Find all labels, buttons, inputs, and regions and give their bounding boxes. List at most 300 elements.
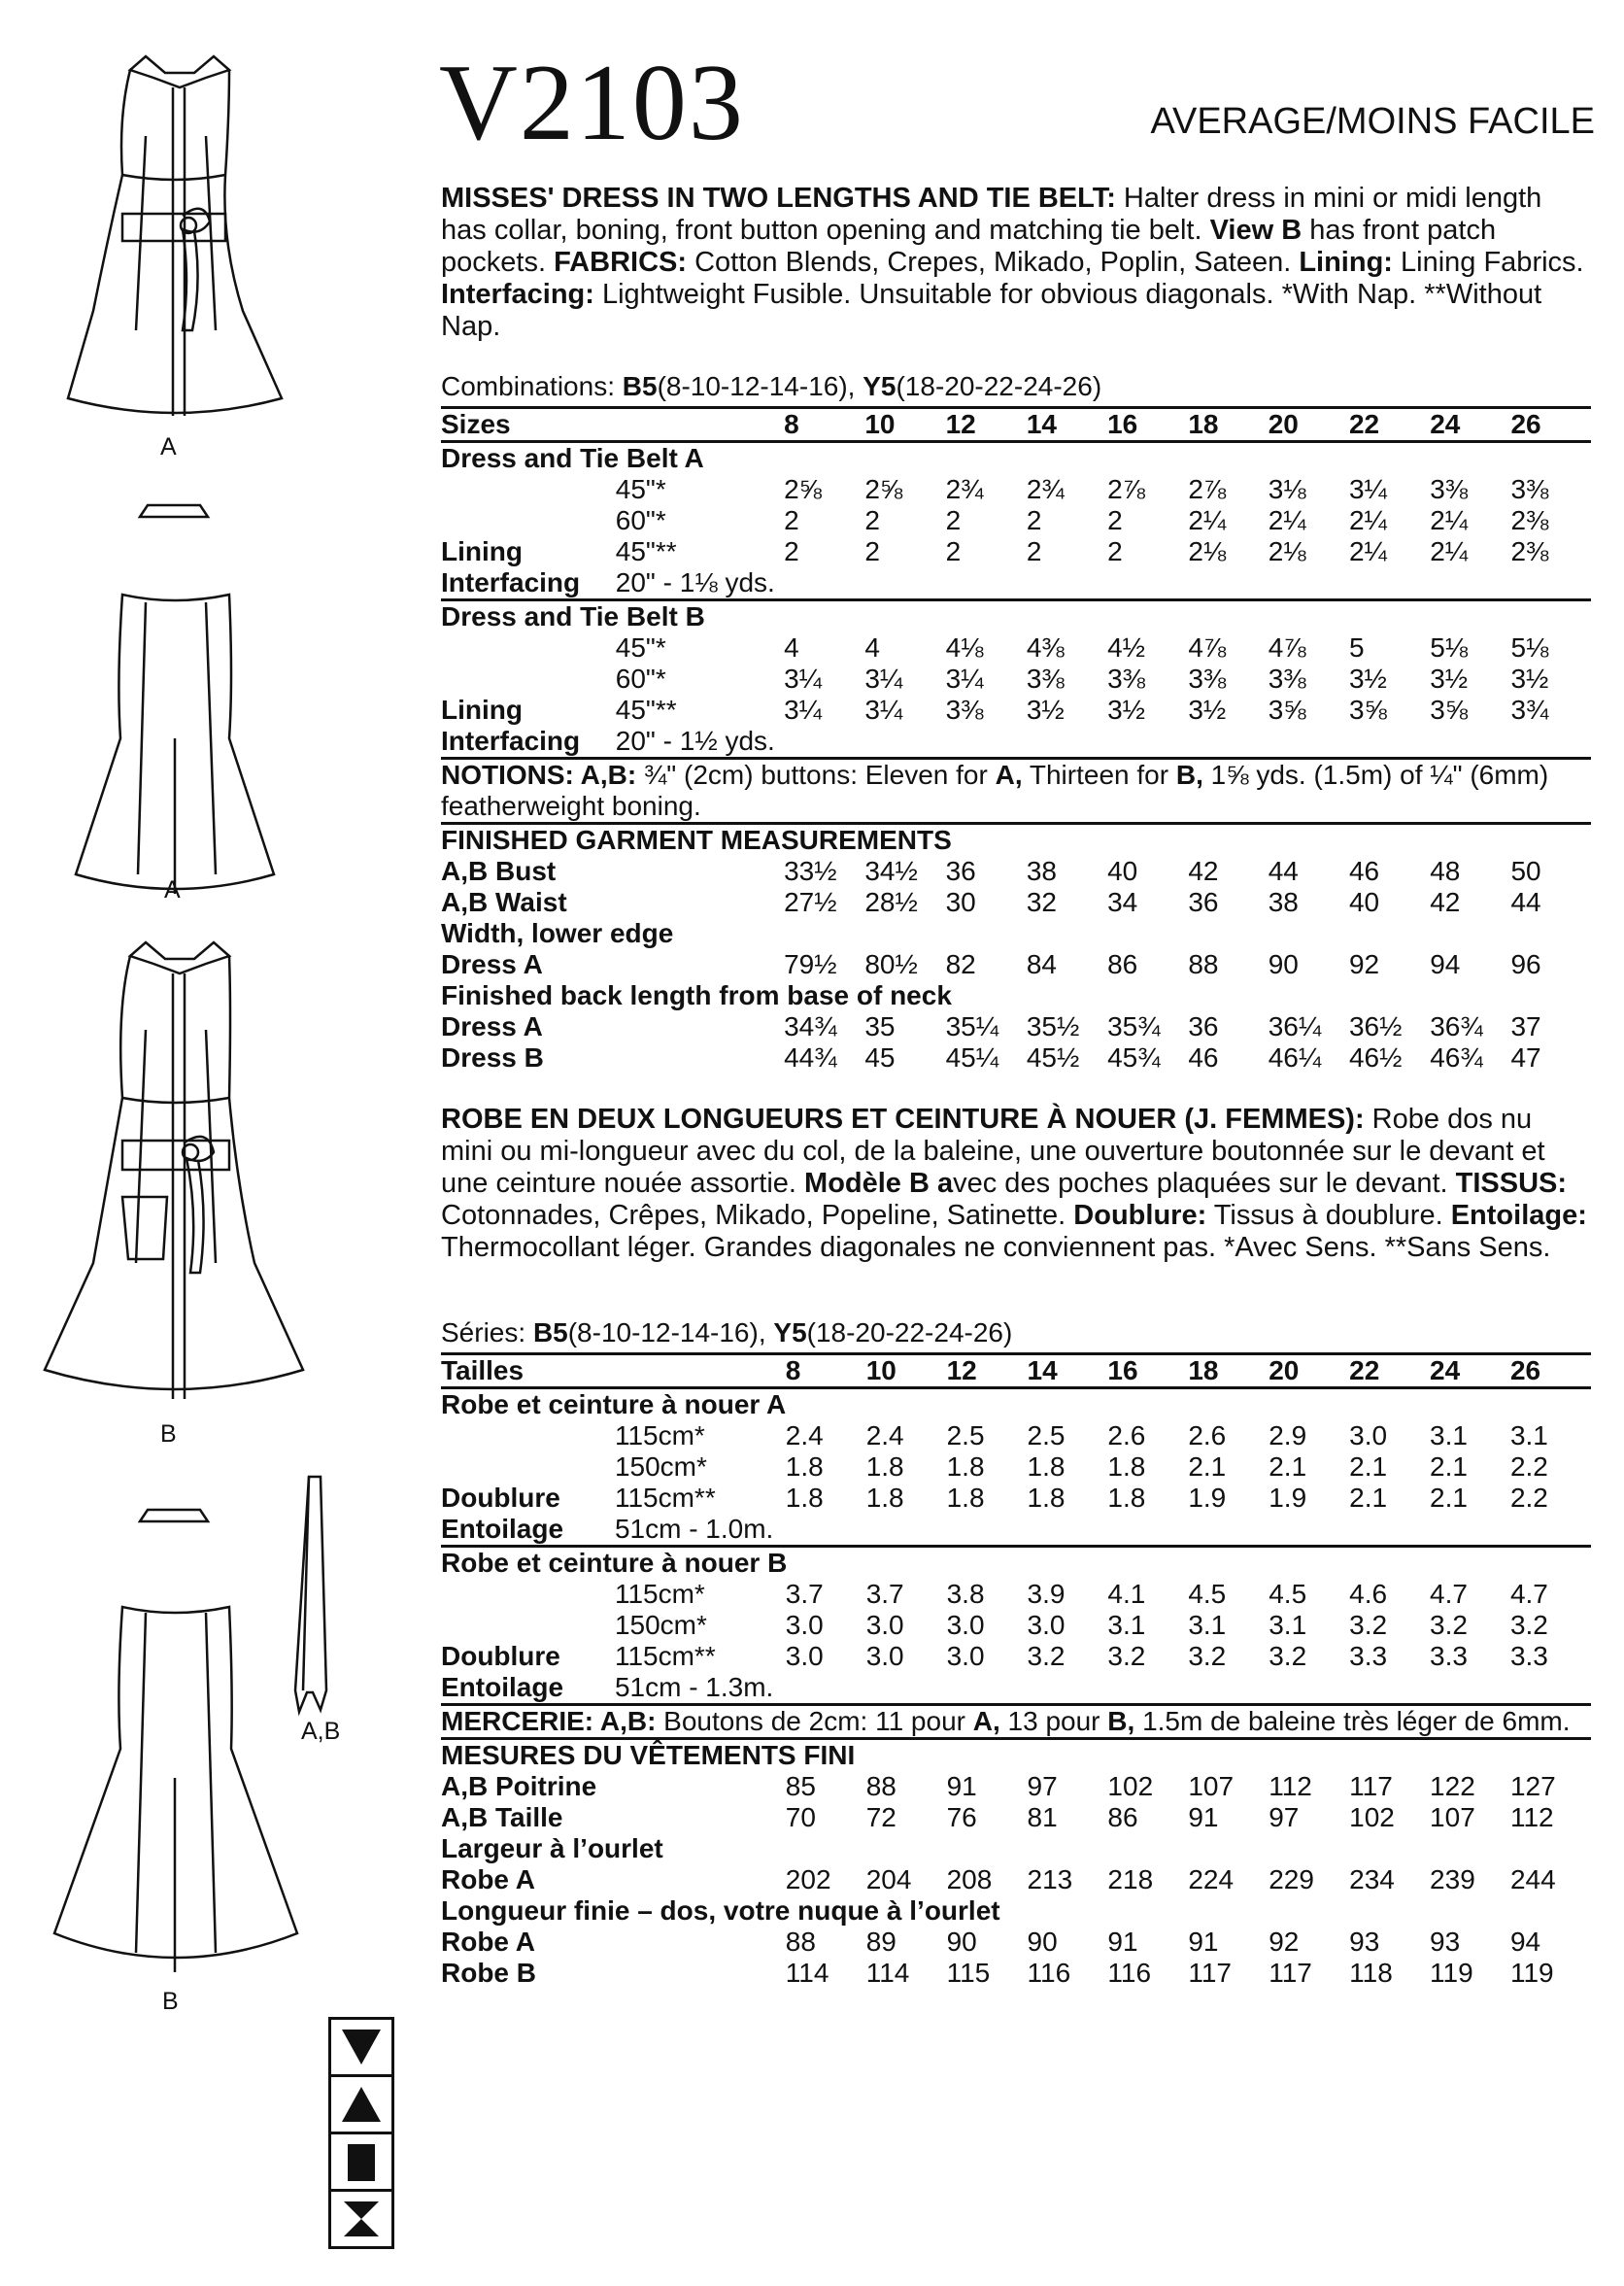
yardage-value: 2¼ [1430,536,1469,566]
fabric-width: 60"* [615,505,666,535]
measurement-value: 36¾ [1430,1011,1483,1041]
measurement-value: 70 [785,1802,816,1832]
yardage-value: 2.5 [1027,1420,1066,1450]
yardage-value: 3.9 [1027,1579,1066,1609]
yardage-value: 4.5 [1269,1579,1307,1609]
notions [441,1705,1591,1739]
yardage-value: 3⅜ [1188,664,1227,694]
yardage-row [441,1483,1591,1514]
size-header: 26 [1510,408,1591,442]
measurements-title-row [441,824,1591,857]
notions-text: NOTIONS: A,B: ¾" (2cm) buttons: Eleven for A, Thirteen for B, 1⅝ yds. (1.5m) of ¼" (6mm) featherweight boning. [441,759,1591,824]
interfacing-row [441,567,1591,600]
fabric-width: 45"** [615,536,677,566]
fabric-label [441,664,616,695]
measurement-row [441,918,1591,949]
measurement-value: 102 [1107,1771,1154,1801]
interfacing-label: Interfacing [441,567,581,597]
measurement-value: 91 [1188,1802,1219,1832]
fabric-width: 115cm** [614,1641,716,1671]
yardage-value: 3¼ [784,664,823,694]
measurement-value: 44¾ [784,1042,837,1073]
measurement-value: 42 [1188,856,1219,886]
description-title: MISSES' DRESS IN TWO LENGTHS AND TIE BELT: [441,183,1116,214]
english-yardage-table [441,406,1591,1074]
measurement-value: 36½ [1348,1011,1403,1041]
fabric-label: Doublure [441,1483,560,1513]
yardage-value: 1.8 [1107,1483,1146,1513]
yardage-row [441,1420,1591,1451]
measurement-row [441,1802,1591,1833]
interfacing-value: 20" - 1⅛ yds. [615,567,775,597]
yardage-value: 1.8 [946,1483,985,1513]
yardage-value: 1.8 [865,1451,904,1482]
yardage-value: 2⅜ [1510,505,1549,535]
fabric-label [441,1579,615,1610]
measurement-value: 204 [865,1864,912,1894]
measurement-row [441,1771,1591,1802]
cutting-symbols [328,2017,394,2249]
yardage-value: 2.6 [1188,1420,1227,1450]
fabric-label [441,1610,615,1641]
square-icon [331,2134,391,2192]
fabric-width: 150cm* [614,1451,707,1482]
yardage-value: 2⅛ [1268,536,1306,566]
yardage-value: 3.2 [1269,1641,1307,1671]
measurement-value: 208 [946,1864,993,1894]
yardage-value: 2.1 [1349,1451,1388,1482]
size-header: 16 [1107,408,1188,442]
measurement-value: 32 [1026,887,1058,917]
yardage-value: 4 [864,632,880,663]
measurement-value: 94 [1509,1927,1541,1957]
yardage-value: 2¼ [1348,505,1387,535]
yardage-value: 2⅝ [784,474,823,504]
yardage-value: 2⅝ [864,474,903,504]
yardage-value: 2.4 [785,1420,824,1450]
yardage-value: 2 [945,536,962,566]
front-view-b-drawing [45,942,303,1399]
fabric-width: 45"** [615,695,677,725]
measurement-value: 112 [1509,1802,1554,1832]
measurement-value: 88 [1188,949,1219,979]
yardage-value: 2 [1107,536,1123,566]
measurement-value: 91 [946,1771,977,1801]
measurement-value: 76 [946,1802,977,1832]
size-header: 8 [784,408,864,442]
yardage-value: 3¼ [864,664,903,694]
measurement-value: 86 [1107,949,1138,979]
measurements-title: FINISHED GARMENT MEASUREMENTS [441,824,1591,857]
measurement-row [441,1927,1591,1958]
measurement-value: 45 [864,1042,896,1073]
hourglass-icon [331,2192,391,2246]
measurement-label: Width, lower edge [441,918,674,948]
measurement-value: 27½ [784,887,837,917]
view-title: Robe et ceinture à nouer A [441,1389,787,1419]
yardage-value: 2⅜ [1510,536,1549,566]
measurement-value: 35¼ [945,1011,999,1041]
size-header: 26 [1510,1354,1591,1388]
view-label: A [164,876,181,904]
measurements-title: MESURES DU VÊTEMENTS FINI [441,1739,1591,1772]
french-description: ROBE EN DEUX LONGUEURS ET CEINTURE À NOUER (J. FEMMES): Robe dos nu mini ou mi-longueur avec du col, de la baleine, une ouverture boutonnée sur le devant et une ceinture nouée assortie. Modèle B avec des poches plaquées sur le devant. TISSUS: Cotonnades, Crêpes, Mikado, Popeline, Satinette. Doublure: Tissus à doublure. Entoilage: Thermocollant léger. Grandes diagonales ne conviennent pas. *Avec Sens. **Sans Sens. [441,1104,1587,1263]
measurement-value: 86 [1107,1802,1138,1832]
view-label: B [160,1420,177,1448]
measurement-value: 92 [1269,1927,1300,1957]
yardage-value: 3.7 [785,1579,824,1609]
fabric-width: 45"* [615,632,666,663]
yardage-value: 3½ [1026,695,1065,725]
yardage-value: 3.1 [1269,1610,1307,1640]
yardage-value: 2 [1026,505,1042,535]
view-title: Dress and Tie Belt B [441,600,1591,633]
measurement-label: Robe A [441,1864,535,1894]
triangle-down-icon [331,2020,391,2077]
yardage-value: 2 [945,505,962,535]
measurement-value: 102 [1349,1802,1395,1832]
pattern-number: V2103 [439,43,745,163]
interfacing-row [441,726,1591,759]
yardage-value: 3.1 [1509,1420,1548,1450]
size-header: 22 [1349,1354,1430,1388]
yardage-value: 3½ [1107,695,1146,725]
yardage-value: 3.2 [1188,1641,1227,1671]
yardage-value: 2 [864,505,880,535]
yardage-value: 3¼ [945,664,984,694]
sizes-label: Tailles [441,1354,786,1388]
fabric-width: 45"* [615,474,666,504]
interfacing-value: 51cm - 1.0m. [614,1514,774,1544]
measurement-value: 107 [1430,1802,1475,1832]
fabric-width: 115cm* [614,1579,705,1609]
yardage-value: 3.0 [785,1641,824,1671]
yardage-value: 3.7 [865,1579,904,1609]
yardage-value: 3¾ [1510,695,1549,725]
yardage-value: 3.0 [946,1610,985,1640]
front-view-a-drawing [68,56,282,416]
measurement-value: 118 [1349,1958,1393,1988]
yardage-value: 3.8 [946,1579,985,1609]
measurement-value: 35¾ [1107,1011,1161,1041]
view-title-row [441,600,1591,633]
yardage-value: 5⅛ [1510,632,1549,663]
measurement-value: 91 [1107,1927,1138,1957]
yardage-value: 3¼ [784,695,823,725]
yardage-value: 4.6 [1349,1579,1388,1609]
measurement-label: Finished back length from base of neck [441,980,952,1010]
yardage-value: 3.0 [865,1610,904,1640]
yardage-value: 4⅜ [1026,632,1065,663]
measurement-value: 122 [1430,1771,1475,1801]
yardage-value: 4⅛ [945,632,984,663]
english-description: MISSES' DRESS IN TWO LENGTHS AND TIE BELT: Halter dress in mini or midi length has collar, boning, front button opening and matching tie belt. View B has front patch pockets. FABRICS: Cotton Blends, Crepes, Mikado, Poplin, Sateen. Lining: Lining Fabrics. Interfacing: Lightweight Fusible. Unsuitable for obvious diagonals. *With Nap. **Without Nap. [441,183,1584,342]
fabric-width: 60"* [615,664,666,694]
measurement-value: 84 [1026,949,1058,979]
measurement-label: A,B Taille [441,1802,563,1832]
measurement-value: 115 [946,1958,991,1988]
measurement-value: 46 [1348,856,1380,886]
yardage-value: 3.2 [1107,1641,1146,1671]
view-title-row [441,1547,1591,1580]
measurement-label: Dress B [441,1042,544,1073]
size-header: 14 [1027,408,1107,442]
measurement-label: A,B Poitrine [441,1771,597,1801]
measurement-value: 82 [945,949,976,979]
yardage-value: 4.5 [1188,1579,1227,1609]
yardage-value: 4⅞ [1268,632,1306,663]
view-title-row [441,442,1591,475]
yardage-value: 3.1 [1430,1420,1468,1450]
view-label: B [162,1988,179,2015]
measurement-value: 112 [1269,1771,1312,1801]
measurement-value: 114 [865,1958,910,1988]
measurement-label: A,B Waist [441,887,567,917]
measurement-value: 119 [1430,1958,1473,1988]
measurement-row [441,1042,1591,1074]
fabric-width: 150cm* [614,1610,707,1640]
measurement-row [441,887,1591,918]
fabric-label [441,1451,615,1483]
yardage-value: 2.1 [1269,1451,1307,1482]
measurement-label: Largeur à l’ourlet [441,1833,663,1863]
yardage-value: 2 [1107,505,1123,535]
measurement-value: 46½ [1348,1042,1403,1073]
difficulty-level: AVERAGE/MOINS FACILE [1150,101,1595,142]
measurement-value: 46¼ [1268,1042,1322,1073]
yardage-value: 5⅛ [1430,632,1469,663]
yardage-value: 3⅝ [1348,695,1387,725]
measurement-value: 127 [1509,1771,1556,1801]
fabric-label: Doublure [441,1641,560,1671]
measurement-value: 33½ [784,856,837,886]
measurement-value: 90 [946,1927,977,1957]
yardage-row [441,695,1591,726]
measurement-value: 40 [1348,887,1380,917]
size-header: 14 [1028,1354,1108,1388]
measurement-value: 85 [785,1771,816,1801]
yardage-value: 1.8 [1027,1451,1066,1482]
measurement-value: 50 [1510,856,1541,886]
measurement-row [441,1833,1591,1864]
measurement-value: 92 [1348,949,1380,979]
measurement-value: 90 [1027,1927,1058,1957]
combinations-line: Combinations: B5(8-10-12-14-16), Y5(18-20-22-24-26) [441,371,1102,401]
measurement-value: 47 [1510,1042,1541,1073]
yardage-row [441,474,1591,505]
back-view-b-drawing [54,1510,297,1972]
measurement-value: 91 [1188,1927,1219,1957]
interfacing-value: 51cm - 1.3m. [614,1672,774,1702]
yardage-value: 1.8 [946,1451,985,1482]
yardage-value: 2 [784,505,799,535]
measurement-value: 30 [945,887,976,917]
interfacing-row [441,1514,1591,1547]
measurement-value: 114 [785,1958,829,1988]
interfacing-label: Entoilage [441,1672,564,1702]
yardage-row [441,632,1591,664]
notions [441,759,1591,824]
measurements-title-row [441,1739,1591,1772]
yardage-value: 2¼ [1430,505,1469,535]
yardage-value: 3.2 [1509,1610,1548,1640]
measurement-value: 37 [1510,1011,1541,1041]
yardage-value: 2.1 [1430,1451,1468,1482]
yardage-value: 2.2 [1509,1451,1548,1482]
measurement-row [441,856,1591,887]
yardage-value: 3½ [1188,695,1227,725]
view-label: A [160,433,177,461]
yardage-row [441,1451,1591,1483]
yardage-row [441,1610,1591,1641]
yardage-value: 2.9 [1269,1420,1307,1450]
yardage-row [441,536,1591,567]
measurement-value: 97 [1269,1802,1300,1832]
yardage-value: 1.8 [865,1483,904,1513]
measurement-value: 72 [865,1802,897,1832]
measurement-value: 107 [1188,1771,1235,1801]
measurement-value: 117 [1349,1771,1393,1801]
size-header: 8 [786,1354,866,1388]
measurement-value: 36 [1188,887,1219,917]
yardage-value: 2¼ [1348,536,1387,566]
measurement-row [441,1895,1591,1927]
yardage-value: 2.1 [1188,1451,1227,1482]
fabric-width: 115cm** [614,1483,716,1513]
yardage-value: 3.2 [1027,1641,1066,1671]
yardage-value: 3.0 [785,1610,824,1640]
yardage-value: 3⅝ [1430,695,1469,725]
yardage-row [441,505,1591,536]
yardage-value: 3.3 [1349,1641,1388,1671]
size-header: 18 [1188,408,1268,442]
measurement-row [441,980,1591,1011]
measurement-label: Dress A [441,949,543,979]
measurement-value: 46 [1188,1042,1219,1073]
french-yardage-table [441,1352,1591,1989]
measurement-label: Longueur finie – dos, votre nuque à l’ourlet [441,1895,1000,1926]
yardage-value: 3⅝ [1268,695,1306,725]
yardage-value: 2.5 [946,1420,985,1450]
measurement-row [441,1864,1591,1895]
yardage-value: 5 [1348,632,1365,663]
measurement-value: 36 [945,856,976,886]
sizes-header-row [441,408,1591,442]
measurement-value: 35½ [1026,1011,1080,1041]
measurement-value: 45¾ [1107,1042,1161,1073]
yardage-value: 2.2 [1509,1483,1548,1513]
measurement-value: 88 [865,1771,897,1801]
measurement-row [441,1958,1591,1989]
yardage-value: 2¾ [1026,474,1065,504]
measurement-value: 244 [1509,1864,1556,1894]
view-title-row [441,1388,1591,1421]
measurement-value: 116 [1027,1958,1071,1988]
measurement-value: 28½ [864,887,918,917]
view-title: Dress and Tie Belt A [441,443,704,473]
measurement-value: 202 [785,1864,831,1894]
yardage-value: 1.9 [1188,1483,1227,1513]
size-header: 16 [1107,1354,1188,1388]
triangle-up-icon [331,2077,391,2134]
interfacing-value: 20" - 1½ yds. [615,726,775,756]
yardage-value: 3½ [1430,664,1469,694]
tie-belt-drawing [295,1477,326,1712]
measurement-value: 97 [1027,1771,1058,1801]
measurement-value: 89 [865,1927,897,1957]
yardage-value: 1.9 [1269,1483,1307,1513]
yardage-row [441,1579,1591,1610]
yardage-value: 3.1 [1188,1610,1227,1640]
yardage-value: 2.1 [1430,1483,1468,1513]
yardage-value: 2 [784,536,799,566]
yardage-value: 4 [784,632,799,663]
measurement-value: 229 [1269,1864,1314,1894]
yardage-value: 2 [1026,536,1042,566]
yardage-value: 3.2 [1430,1610,1468,1640]
notions-text: MERCERIE: A,B: Boutons de 2cm: 11 pour A, 13 pour B, 1.5m de baleine très léger de 6mm. [441,1705,1591,1739]
measurement-value: 34 [1107,887,1138,917]
yardage-value: 3⅜ [1026,664,1065,694]
yardage-row [441,1641,1591,1672]
measurement-value: 36¼ [1268,1011,1322,1041]
yardage-value: 2.4 [865,1420,904,1450]
yardage-value: 3½ [1510,664,1549,694]
measurement-value: 239 [1430,1864,1475,1894]
sizes-header-row [441,1354,1591,1388]
yardage-value: 3.0 [1349,1420,1388,1450]
yardage-value: 2¼ [1268,505,1306,535]
measurement-value: 94 [1430,949,1461,979]
measurement-label: A,B Bust [441,856,557,886]
measurement-value: 38 [1268,887,1299,917]
yardage-value: 1.8 [785,1451,824,1482]
interfacing-label: Entoilage [441,1514,564,1544]
yardage-value: 4.7 [1430,1579,1468,1609]
interfacing-row [441,1672,1591,1705]
yardage-value: 2¾ [945,474,984,504]
measurement-value: 42 [1430,887,1461,917]
size-header: 12 [946,408,1027,442]
measurement-value: 35 [864,1011,896,1041]
measurement-value: 117 [1269,1958,1312,1988]
yardage-value: 3¼ [1348,474,1387,504]
yardage-value: 3⅜ [1510,474,1549,504]
measurement-value: 96 [1510,949,1541,979]
yardage-value: 3.0 [946,1641,985,1671]
yardage-value: 2.1 [1349,1483,1388,1513]
measurement-value: 48 [1430,856,1461,886]
yardage-value: 3.0 [865,1641,904,1671]
sizes-label: Sizes [441,408,784,442]
yardage-value: 3½ [1348,664,1387,694]
yardage-value: 3.3 [1430,1641,1468,1671]
yardage-value: 1.8 [1107,1451,1146,1482]
yardage-value: 3.2 [1349,1610,1388,1640]
measurement-value: 45¼ [945,1042,999,1073]
yardage-row [441,664,1591,695]
yardage-value: 2.6 [1107,1420,1146,1450]
size-header: 10 [864,408,945,442]
measurement-value: 93 [1349,1927,1380,1957]
size-header: 22 [1349,408,1430,442]
measurement-row [441,949,1591,980]
back-view-a-drawing [76,505,274,894]
yardage-value: 3⅜ [1268,664,1306,694]
fabric-label: Lining [441,695,523,725]
size-header: 12 [947,1354,1028,1388]
fabric-label [441,1420,615,1451]
